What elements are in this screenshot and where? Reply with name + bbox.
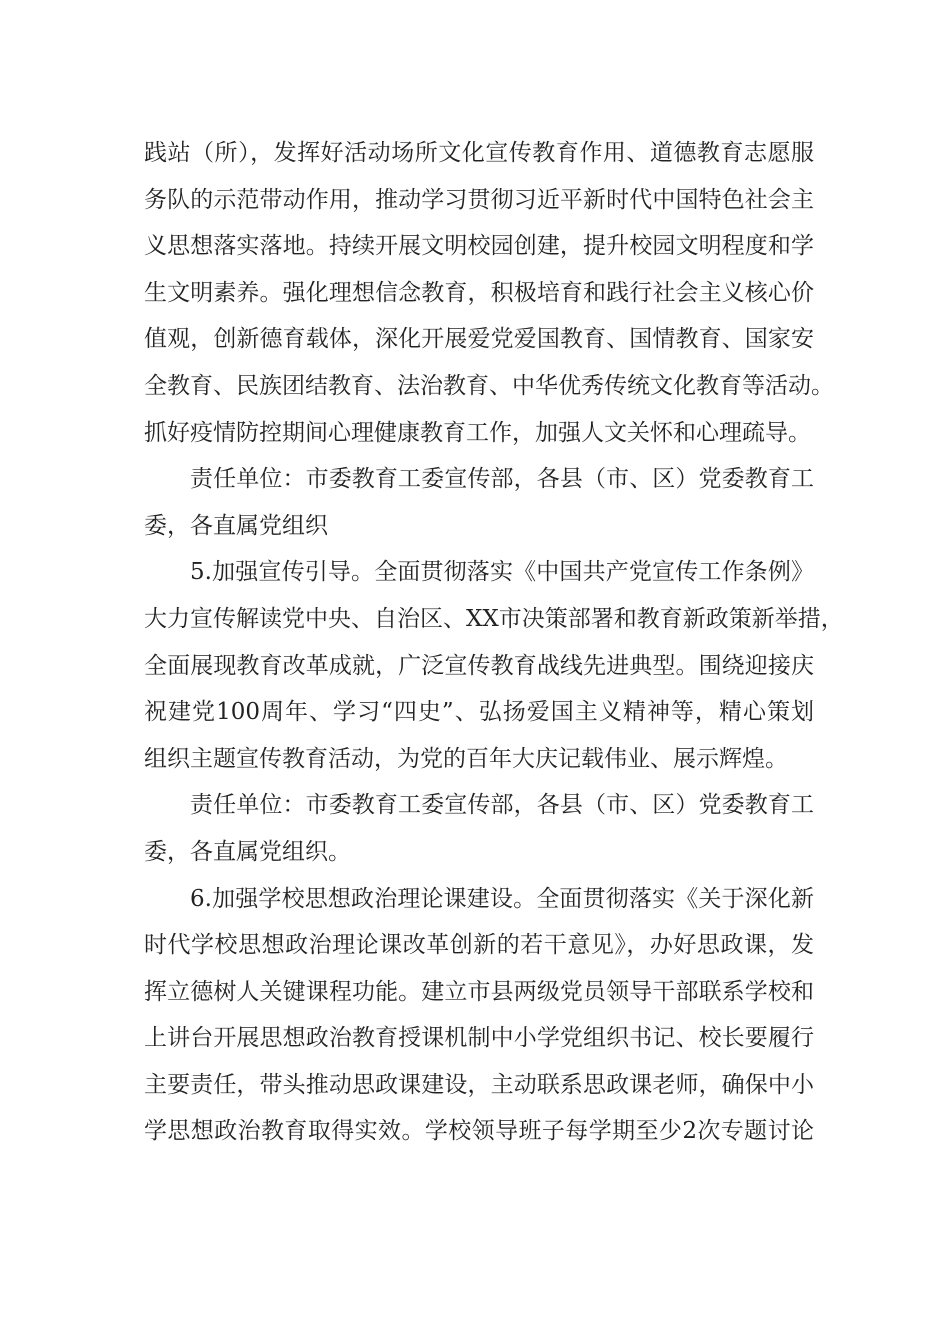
text-line: 委，各直属党组织 bbox=[144, 512, 328, 539]
paragraph-responsible-units-1 bbox=[144, 456, 814, 549]
text-line: 挥立德树人关键课程功能。建立市县两级党员领导干部联系学校和 bbox=[144, 978, 814, 1005]
text-line: 责任单位：市委教育工委宣传部，各县（市、区）党委教育工 bbox=[190, 792, 814, 819]
text-line: 生文明素养。强化理想信念教育，积极培育和践行社会主义核心价 bbox=[144, 279, 814, 306]
text-line: 全面展现教育改革成就，广泛宣传教育战线先进典型。围绕迎接庆 bbox=[144, 652, 814, 679]
text-line: 委，各直属党组织。 bbox=[144, 838, 351, 865]
text-line: 5.加强宣传引导。全面贯彻落实《中国共产党宣传工作条例》 bbox=[190, 559, 814, 586]
text-line: 学思想政治教育取得实效。学校领导班子每学期至少2次专题讨论 bbox=[144, 1118, 814, 1145]
text-line: 义思想落实落地。持续开展文明校园创建，提升校园文明程度和学 bbox=[144, 233, 814, 260]
paragraph-responsible-units-2 bbox=[144, 782, 814, 875]
text-line: 6.加强学校思想政治理论课建设。全面贯彻落实《关于深化新 bbox=[190, 885, 814, 912]
paragraph-item-5-publicity bbox=[144, 549, 844, 782]
text-line: 主要责任，带头推动思政课建设，主动联系思政课老师，确保中小 bbox=[144, 1071, 814, 1098]
text-line: 组织主题宣传教育活动，为党的百年大庆记载伟业、展示辉煌。 bbox=[144, 745, 788, 772]
text-line: 全教育、民族团结教育、法治教育、中华优秀传统文化教育等活动。 bbox=[144, 372, 834, 399]
paragraph-item-6-ideological-course bbox=[144, 876, 814, 1156]
text-line: 祝建党100周年、学习“四史”、弘扬爱国主义精神等，精心策划 bbox=[144, 699, 814, 726]
paragraph-activity-sites bbox=[144, 130, 834, 456]
text-line: 上讲台开展思想政治教育授课机制中小学党组织书记、校长要履行 bbox=[144, 1025, 814, 1052]
document-body bbox=[144, 130, 844, 1155]
text-line: 责任单位：市委教育工委宣传部，各县（市、区）党委教育工 bbox=[190, 466, 814, 493]
text-line: 践站（所），发挥好活动场所文化宣传教育作用、道德教育志愿服 bbox=[144, 140, 814, 166]
text-line: 务队的示范带动作用，推动学习贯彻习近平新时代中国特色社会主 bbox=[144, 186, 814, 213]
text-line: 大力宣传解读党中央、自治区、XX市决策部署和教育新政策新举措， bbox=[144, 605, 844, 632]
text-line: 值观，创新德育载体，深化开展爱党爱国教育、国情教育、国家安 bbox=[144, 326, 814, 353]
text-line: 时代学校思想政治理论课改革创新的若干意见》，办好思政课，发 bbox=[144, 932, 814, 959]
text-line: 抓好疫情防控期间心理健康教育工作，加强人文关怀和心理疏导。 bbox=[144, 419, 811, 446]
